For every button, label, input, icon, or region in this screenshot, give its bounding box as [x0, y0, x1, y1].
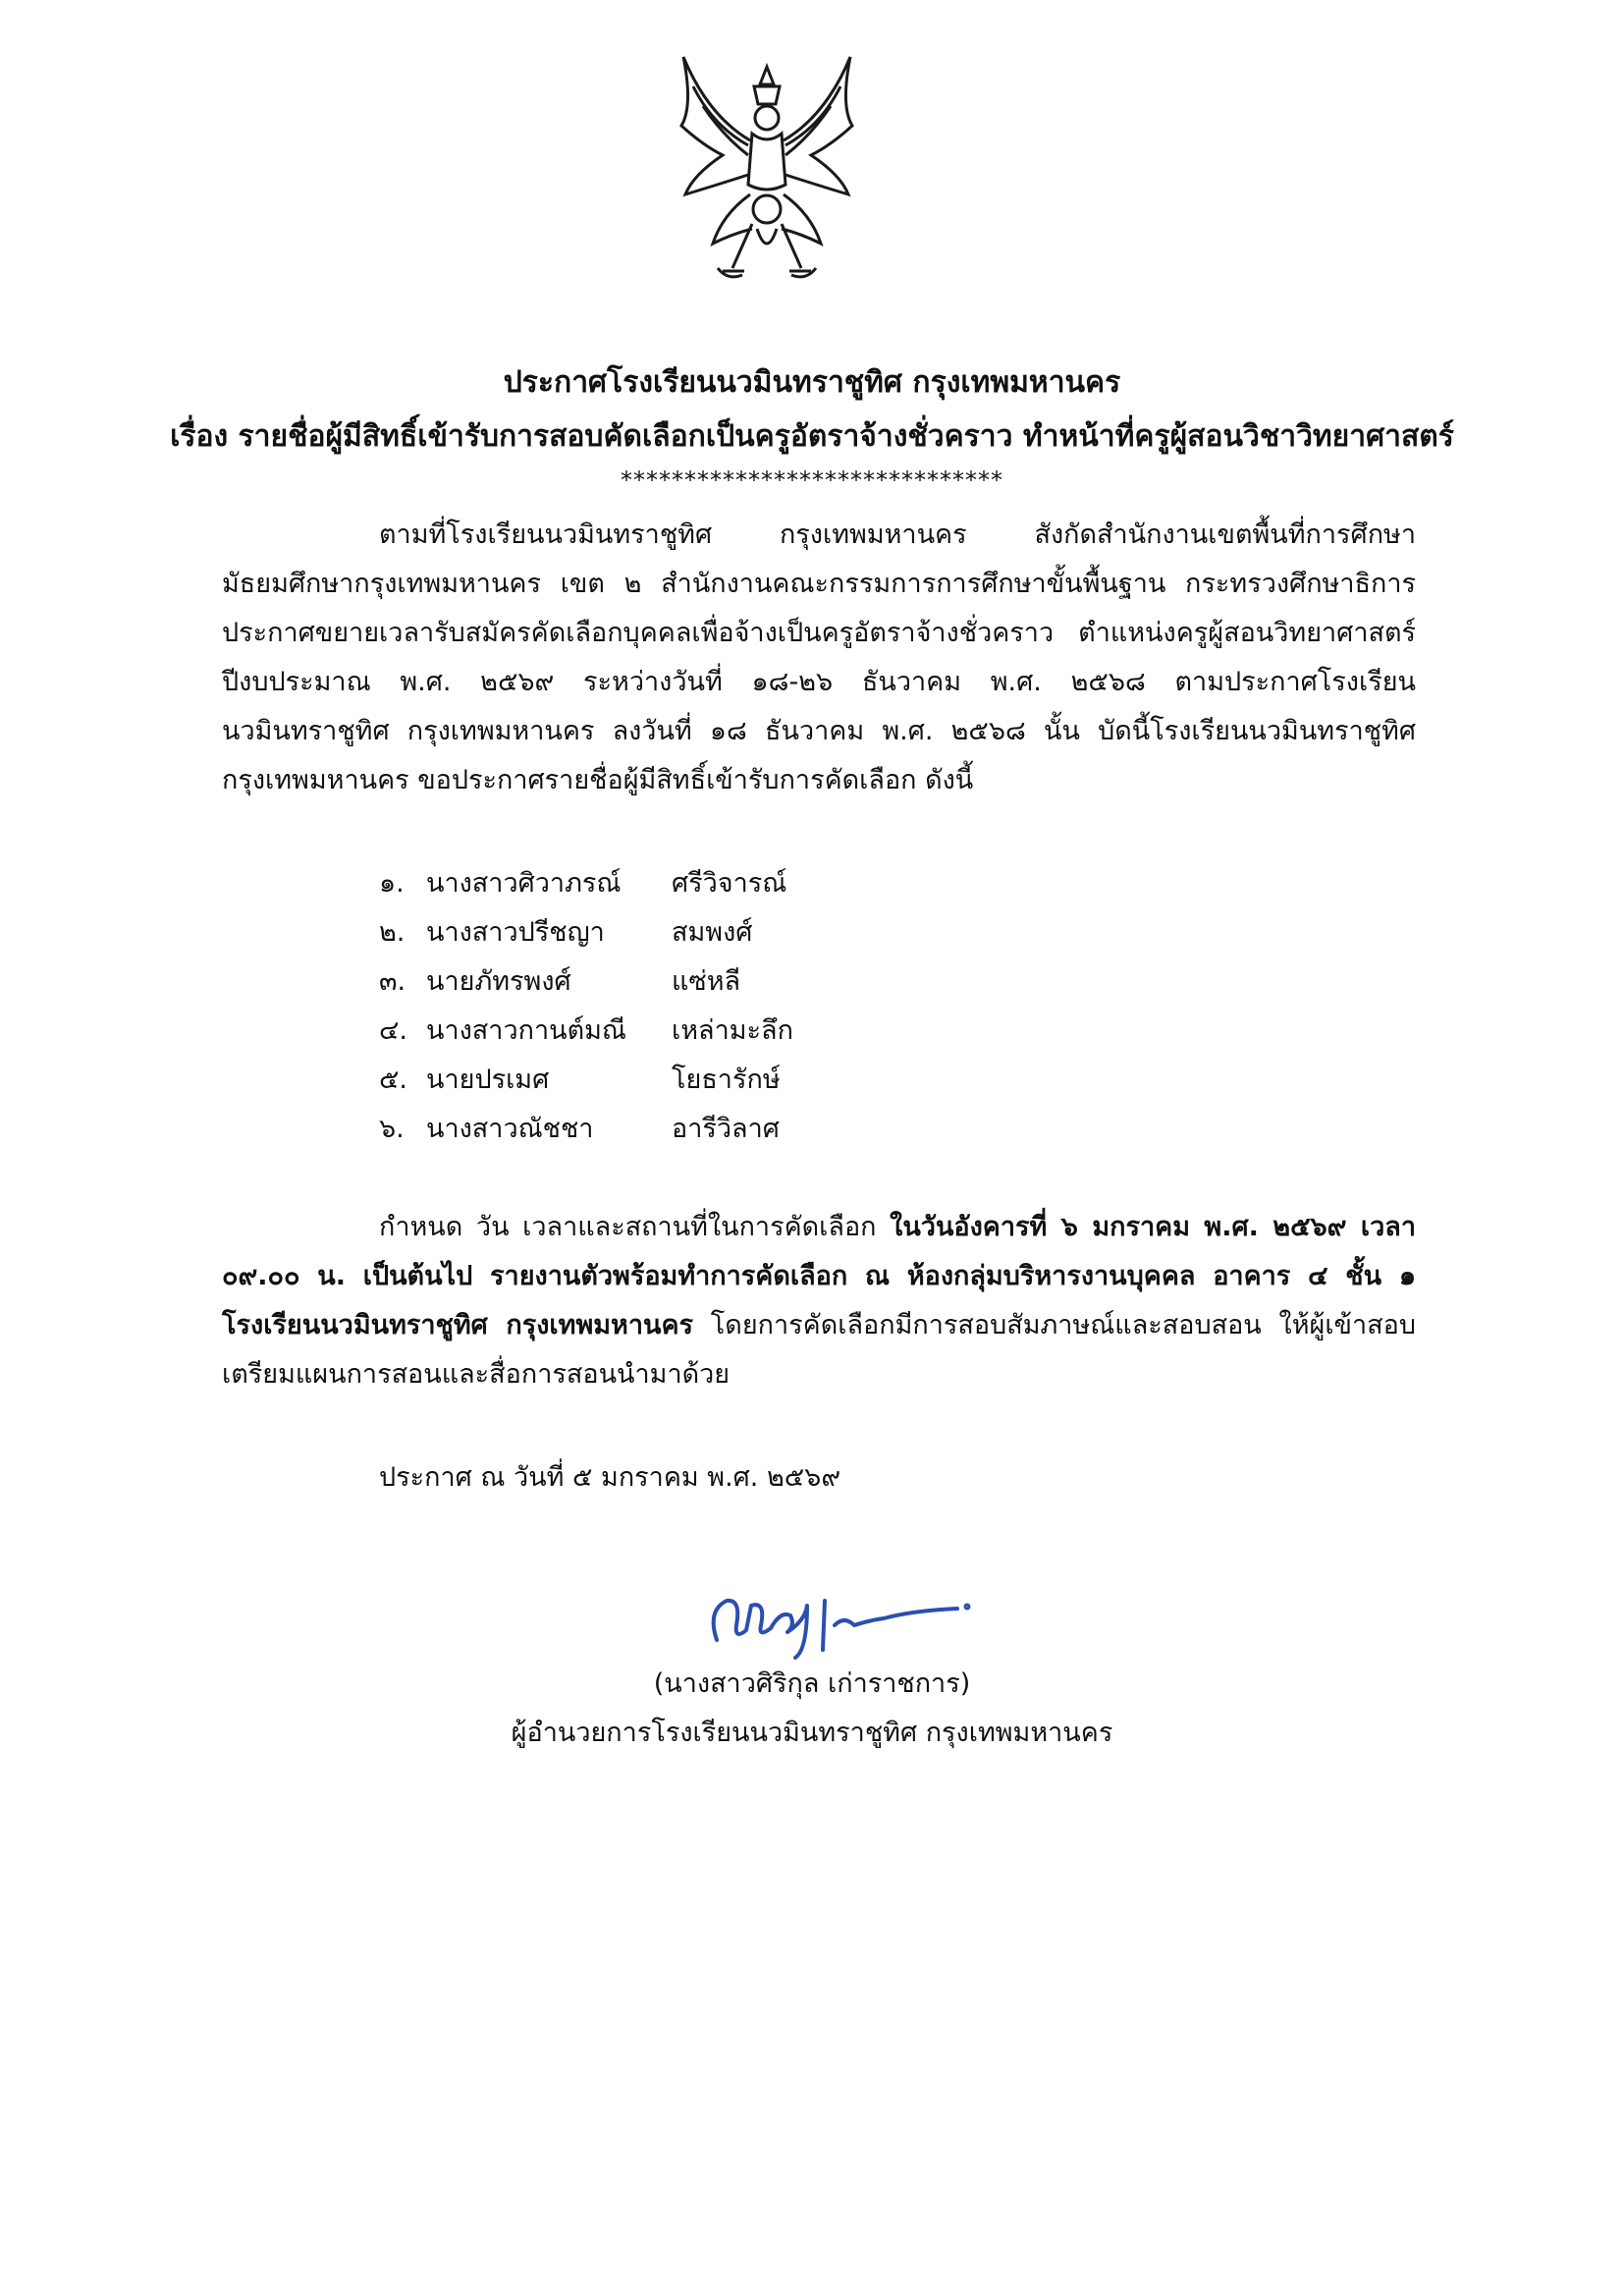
separator-line: ******************************: [621, 466, 1003, 494]
document-subject: เรื่อง รายชื่อผู้มีสิทธิ์เข้ารับการสอบคัดเลือกเป็นครูอัตราจ้างชั่วคราว ทำหน้าที่ครูผู้สอนวิชาวิทยาศาสตร์: [170, 419, 1454, 454]
candidate-number: ๕.: [379, 1065, 408, 1095]
candidate-first-name: นางสาวกานต์มณี: [426, 1015, 626, 1046]
candidate-first-name: นายภัทรพงศ์: [426, 966, 571, 997]
schedule-intro: กำหนด วัน เวลาและสถานที่ในการคัดเลือก: [379, 1212, 891, 1242]
candidate-first-name: นายปรเมศ: [426, 1065, 550, 1095]
candidate-last-name: เหล่ามะลึก: [672, 1015, 793, 1046]
garuda-emblem-icon: [664, 47, 870, 293]
candidate-row: [379, 1007, 793, 1056]
candidate-last-name: ศรีวิจารณ์: [672, 868, 787, 899]
schedule-details: ในวันอังคารที่ ๖ มกราคม พ.ศ. ๒๕๖๙ เวลา ๐๙.๐๐ น. เป็นต้นไป รายงานตัวพร้อมทำการคัดเลือก ณ ห้องกลุ่มบริหารงานบุคคล อาคาร ๔ ชั้น ๑ โรงเรียนนวมินทราชูทิศ กรุงเทพมหานคร: [222, 1212, 1416, 1340]
candidate-last-name: สมพงศ์: [672, 917, 753, 948]
candidate-row: [379, 908, 793, 957]
candidate-first-name: นางสาวปรีชญา: [426, 917, 605, 948]
candidate-row: [379, 957, 793, 1007]
signer-position: ผู้อำนวยการโรงเรียนนวมินทราชูทิศ กรุงเทพมหานคร: [511, 1718, 1113, 1748]
candidate-row: [379, 859, 793, 908]
candidate-last-name: โยธารักษ์: [672, 1065, 781, 1095]
schedule-instructions: โดยการคัดเลือกมีการสอบสัมภาษณ์และสอบสอน ให้ผู้เข้าสอบเตรียมแผนการสอนและสื่อการสอนนำมาด้วย: [222, 1310, 1416, 1390]
announce-date: ประกาศ ณ วันที่ ๕ มกราคม พ.ศ. ๒๕๖๙: [379, 1462, 841, 1493]
candidate-list: [379, 859, 793, 1154]
candidate-number: ๒.: [379, 917, 406, 948]
intro-paragraph: ตามที่โรงเรียนนวมินทราชูทิศ กรุงเทพมหานคร สังกัดสำนักงานเขตพื้นที่การศึกษามัธยมศึกษากรุงเทพมหานคร เขต ๒ สำนักงานคณะกรรมการการศึกษาขั้นพื้นฐาน กระทรวงศึกษาธิการ ประกาศขยายเวลารับสมัครคัดเลือกบุคคลเพื่อจ้างเป็นครูอัตราจ้างชั่วคราว ตำแหน่งครูผู้สอนวิทยาศาสตร์ ปีงบประมาณ พ.ศ. ๒๕๖๙ ระหว่างวันที่ ๑๘-๒๖ ธันวาคม พ.ศ. ๒๕๖๘ ตามประกาศโรงเรียนนวมินทราชูทิศ กรุงเทพมหานคร ลงวันที่ ๑๘ ธันวาคม พ.ศ. ๒๕๖๘ นั้น บัดนี้โรงเรียนนวมินทราชูทิศ กรุงเทพมหานคร ขอประกาศรายชื่อผู้มีสิทธิ์เข้ารับการคัดเลือก ดังนี้: [222, 519, 1416, 795]
candidate-last-name: อารีวิลาศ: [672, 1114, 780, 1144]
candidate-number: ๑.: [379, 868, 405, 899]
candidate-last-name: แซ่หลี: [672, 966, 741, 997]
schedule-paragraph: [222, 1203, 1416, 1399]
signer-name: (นางสาวศิริกุล เก่าราชการ): [653, 1668, 971, 1699]
candidate-number: ๔.: [379, 1015, 408, 1046]
candidate-first-name: นางสาวณัชชา: [426, 1114, 594, 1144]
candidate-number: ๓.: [379, 966, 406, 997]
candidate-first-name: นางสาวศิวาภรณ์: [426, 868, 622, 899]
candidate-row: [379, 1105, 793, 1154]
candidate-row: [379, 1056, 793, 1105]
handwritten-signature: [697, 1571, 972, 1660]
document-title: ประกาศโรงเรียนนวมินทราชูทิศ กรุงเทพมหานคร: [503, 365, 1121, 400]
candidate-number: ๖.: [379, 1114, 405, 1144]
